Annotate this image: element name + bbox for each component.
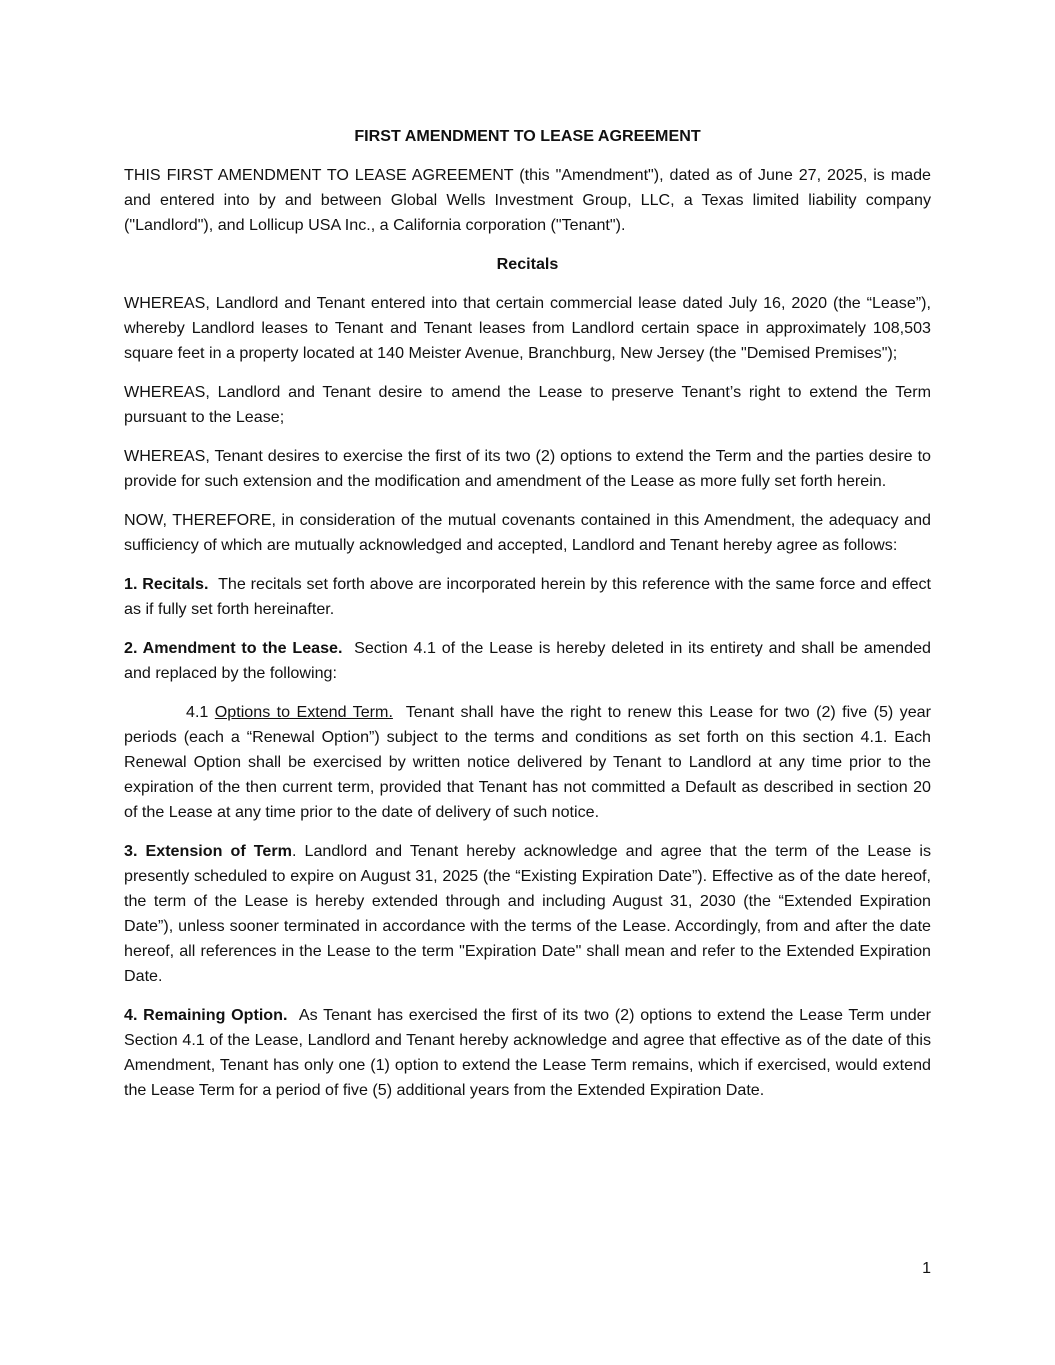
section-1-paragraph <box>124 572 931 622</box>
now-therefore-paragraph: NOW, THEREFORE, in consideration of the mutual covenants contained in this Amendment, the adequacy and sufficiency of which are mutually acknowledged and accepted, Landlord and Tenant hereby agree as follows: <box>124 511 931 554</box>
intro-paragraph: THIS FIRST AMENDMENT TO LEASE AGREEMENT (this "Amendment"), dated as of June 27, 2025, is made and entered into by and between Global Wells Investment Group, LLC, a Texas limited liability company ("Landlord"), and Lollicup USA Inc., a California corporation ("Tenant"). <box>124 166 931 234</box>
section-3-paragraph <box>124 839 931 989</box>
section-4-1-paragraph <box>124 700 931 825</box>
whereas-paragraph-1: WHEREAS, Landlord and Tenant entered into that certain commercial lease dated July 16, 2020 (the “Lease”), whereby Landlord leases to Tenant and Tenant leases from Landlord certain space in approximately 108,503 square feet in a property located at 140 Meister Avenue, Branchburg, New Jersey (the "Demised Premises"); <box>124 294 931 362</box>
section-1-heading: 1. Recitals. <box>124 575 209 593</box>
document-title: FIRST AMENDMENT TO LEASE AGREEMENT <box>354 127 701 145</box>
recitals-heading: Recitals <box>496 255 559 273</box>
section-4-1-heading: Options to Extend Term. <box>214 703 393 721</box>
section-4-heading: 4. Remaining Option. <box>124 1006 288 1024</box>
section-4-1-text: Tenant shall have the right to renew this Lease for two (2) five (5) year periods (each a “Renewal Option”) subject to the terms and conditions as set forth on this section 4.1. Each Renewal Option shall be exercised by written notice delivered by Tenant to Landlord at any time prior to the expiration of the then current term, provided that Tenant has not committed a Default as described in section 20 of the Lease at any time prior to the date of delivery of such notice. <box>124 703 931 821</box>
section-2-heading: 2. Amendment to the Lease. <box>124 639 343 657</box>
section-3-text: . Landlord and Tenant hereby acknowledge and agree that the term of the Lease is presently scheduled to expire on August 31, 2025 (the “Existing Expiration Date”). Effective as of the date hereof, the term of the Lease is hereby extended through and including August 31, 2030 (the “Extended Expiration Date”), unless sooner terminated in accordance with the terms of the Lease. Accordingly, from and after the date hereof, all references in the Lease to the term "Expiration Date" shall mean and refer to the Extended Expiration Date. <box>124 842 931 985</box>
document-page <box>124 124 931 1117</box>
section-4-1-number: 4.1 <box>186 703 209 721</box>
whereas-paragraph-3: WHEREAS, Tenant desires to exercise the first of its two (2) options to extend the Term and the parties desire to provide for such extension and the modification and amendment of the Lease as more fully set forth herein. <box>124 447 931 490</box>
whereas-paragraph-2: WHEREAS, Landlord and Tenant desire to amend the Lease to preserve Tenant’s right to extend the Term pursuant to the Lease; <box>124 383 931 426</box>
section-4-paragraph <box>124 1003 931 1103</box>
section-4-text: As Tenant has exercised the first of its two (2) options to extend the Lease Term under Section 4.1 of the Lease, Landlord and Tenant hereby acknowledge and agree that effective as of the date of this Amendment, Tenant has only one (1) option to extend the Lease Term remains, which if exercised, would extend the Lease Term for a period of five (5) additional years from the Extended Expiration Date. <box>124 1006 931 1099</box>
section-3-heading: 3. Extension of Term <box>124 842 292 860</box>
page-number: 1 <box>922 1260 931 1277</box>
section-1-text: The recitals set forth above are incorporated herein by this reference with the same force and effect as if fully set forth hereinafter. <box>124 575 931 618</box>
section-2-paragraph <box>124 636 931 686</box>
section-2-text: Section 4.1 of the Lease is hereby deleted in its entirety and shall be amended and replaced by the following: <box>124 639 931 682</box>
